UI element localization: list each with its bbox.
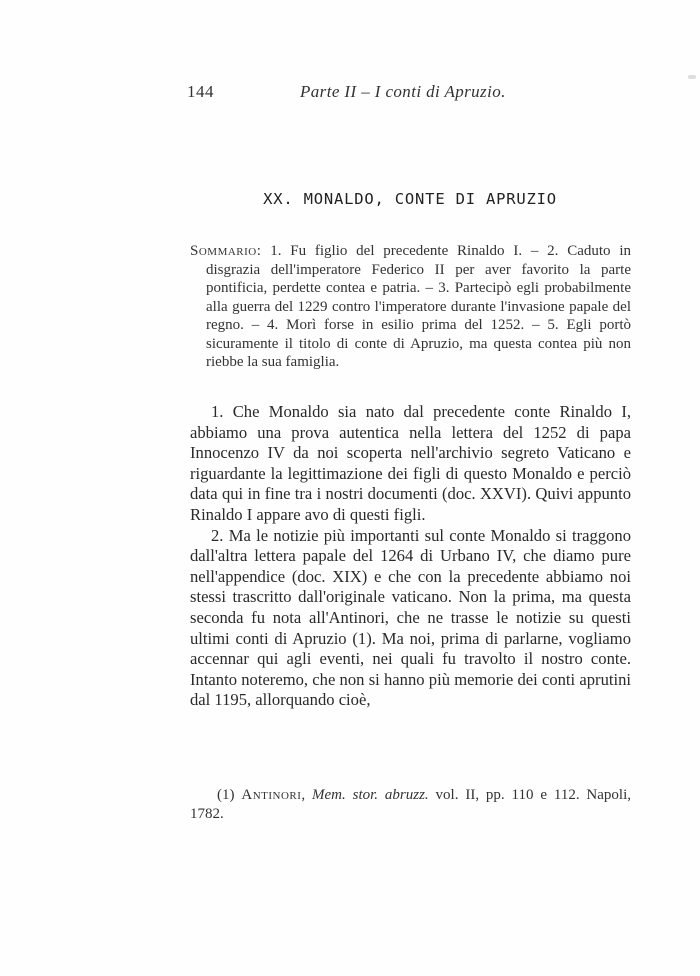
footnote: [190, 786, 631, 824]
running-head: [187, 82, 642, 106]
footnote-marker: (1): [217, 787, 242, 803]
body-text: [190, 402, 631, 711]
footnote-separator: ,: [301, 787, 313, 803]
chapter-title: XX. MONALDO, CONTE DI APRUZIO: [263, 190, 557, 208]
summary-label: Sommario:: [190, 243, 262, 259]
body-paragraph: 2. Ma le notizie più importanti sul conte Monaldo si traggono dall'altra lettera papale del 1264 di Urbano IV, che diamo pure nell'appendice (doc. XIX) e che con la precedente abbiamo noi stessi trascritto dall'originale vaticano. Non la prima, ma questa seconda fu nota all'Antinori, che ne trasse le notizie su questi ultimi conti di Apruzio (1). Ma noi, prima di parlarne, vogliamo accennar qui agli eventi, nei quali fu travolto il nostro conte. Intanto noteremo, che non si hanno più memorie dei conti aprutini dal 1195, allorquando cioè,: [190, 525, 631, 710]
scan-artifact: [688, 75, 696, 79]
summary-text: 1. Fu figlio del precedente Rinaldo I. – 2. Caduto in disgrazia dell'imperatore Federico II per aver favorito la parte pontificia, perdette contea e patria. – 3. Partecipò egli probabilmente alla guerra del 1229 contro l'imperatore durante l'invasione papale del regno. – 4. Morì forse in esilio prima del 1252. – 5. Egli portò sicuramente il titolo di conte di Apruzio, ma questa contea più non riebbe la sua famiglia.: [206, 243, 631, 370]
footnote-author: Antinori: [241, 787, 302, 803]
chapter-summary: [190, 242, 631, 372]
footnote-citation: vol. II, pp. 110 e 112. Napoli, 1782.: [190, 787, 632, 822]
body-paragraph: 1. Che Monaldo sia nato dal precedente conte Rinaldo I, abbiamo una prova autentica nella lettera del 1252 di papa Innocenzo IV da noi scoperta nell'archivio segreto Vaticano e riguardante la legittimazione dei figli di questo Monaldo e perciò data qui in fine tra i nostri documenti (doc. XXVI). Quivi appunto Rinaldo I appare avo di questi figli.: [190, 402, 631, 524]
page-number: 144: [187, 82, 214, 101]
footnote-1: [190, 786, 631, 824]
footnote-work-title: Mem. stor. abruzz.: [312, 787, 429, 803]
running-title: Parte II – I conti di Apruzio.: [300, 82, 506, 101]
